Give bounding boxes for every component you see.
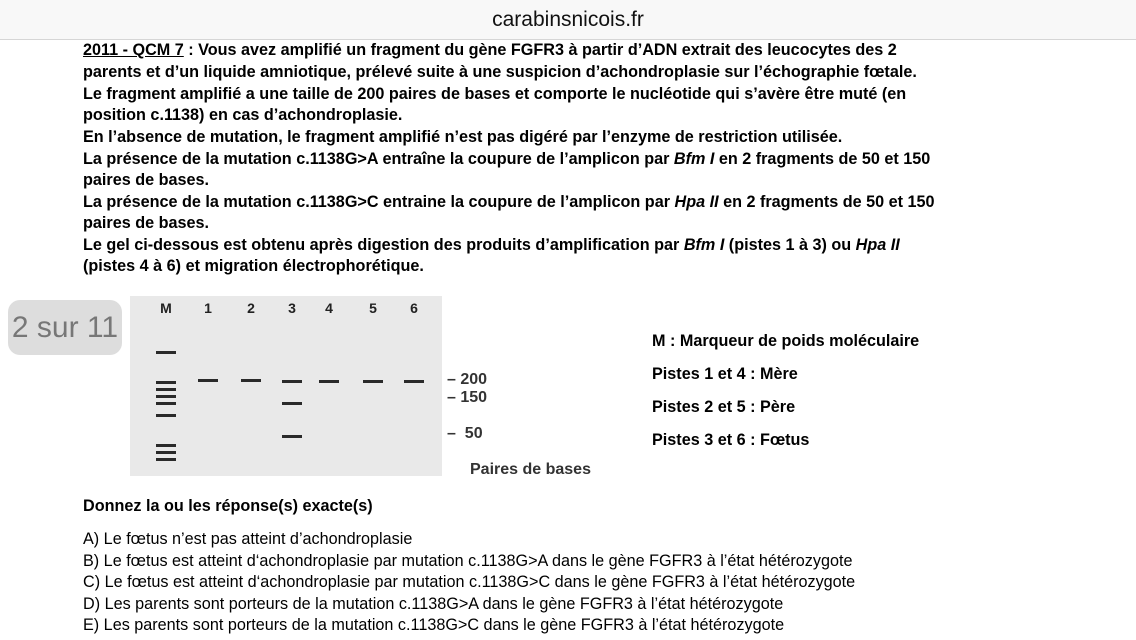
- text: en 2 fragments de 50 et 150: [714, 150, 931, 168]
- lane-label: 3: [288, 300, 296, 316]
- question-line: [83, 235, 900, 255]
- prompt: Donnez la ou les réponse(s) exacte(s): [83, 497, 373, 515]
- question-line: (pistes 4 à 6) et migration électrophorétique.: [83, 257, 424, 275]
- question-line: paires de bases.: [83, 214, 209, 232]
- lane-label: 5: [369, 300, 377, 316]
- question-line: [83, 40, 897, 60]
- marker-label: – 200: [447, 371, 488, 388]
- ladder-band: [156, 388, 176, 391]
- marker-label: – 150: [447, 389, 488, 406]
- ladder-band: [156, 451, 176, 454]
- question-line: [83, 192, 935, 212]
- marker-value: 200: [460, 371, 488, 388]
- enzyme: Bfm I: [683, 236, 725, 254]
- answer-c: C) Le fœtus est atteint d‘achondroplasie par mutation c.1138G>C dans le gène FGFR3 à l’état hétérozygote: [83, 573, 856, 591]
- lane-label: 4: [325, 300, 333, 316]
- question-line: [83, 149, 930, 169]
- ladder-band: [156, 444, 176, 447]
- band-200: [282, 380, 302, 383]
- answer-e: E) Les parents sont porteurs de la mutation c.1138G>C dans le gène FGFR3 à l’état hétérozygote: [83, 616, 785, 634]
- marker-value: 50: [464, 425, 483, 442]
- band-200: [319, 380, 339, 383]
- lane-label: 2: [247, 300, 255, 316]
- question-line: paires de bases.: [83, 171, 209, 189]
- text: (pistes 1 à 3) ou: [724, 236, 856, 254]
- marker-value: 150: [460, 389, 488, 406]
- text: Le gel ci-dessous est obtenu après digestion des produits d’amplification par: [83, 236, 684, 254]
- address-bar[interactable]: [0, 0, 1136, 40]
- enzyme: Hpa II: [674, 193, 719, 211]
- ladder-band: [156, 414, 176, 417]
- legend-item: Pistes 3 et 6 : Fœtus: [652, 431, 810, 449]
- question-line: parents et d’un liquide amniotique, prélevé suite à une suspicion d’achondroplasie sur l’échographie fœtale.: [83, 63, 917, 81]
- answer-a: A) Le fœtus n’est pas atteint d’achondroplasie: [83, 530, 413, 548]
- legend-item: Pistes 1 et 4 : Mère: [652, 365, 798, 383]
- lane-label: M: [160, 300, 172, 316]
- answer-b: B) Le fœtus est atteint d‘achondroplasie par mutation c.1138G>A dans le gène FGFR3 à l’état hétérozygote: [83, 552, 853, 570]
- question-line: En l’absence de mutation, le fragment amplifié n’est pas digéré par l’enzyme de restriction utilisée.: [83, 128, 843, 146]
- answer-d: D) Les parents sont porteurs de la mutation c.1138G>A dans le gène FGFR3 à l’état hétérozygote: [83, 595, 784, 613]
- text: La présence de la mutation c.1138G>C entraine la coupure de l’amplicon par: [83, 193, 675, 211]
- enzyme: Hpa II: [855, 236, 900, 254]
- text: : Vous avez amplifié un fragment du gène FGFR3 à partir d’ADN extrait des leucocytes des 2: [183, 41, 897, 59]
- legend-item: Pistes 2 et 5 : Père: [652, 398, 796, 416]
- url-text: carabinsnicois.fr: [492, 8, 644, 31]
- band-200: [404, 380, 424, 383]
- lane-label: 1: [204, 300, 212, 316]
- text: en 2 fragments de 50 et 150: [718, 193, 935, 211]
- ladder-band: [156, 458, 176, 461]
- band-200: [363, 380, 383, 383]
- band-200: [198, 379, 218, 382]
- question-line: Le fragment amplifié a une taille de 200 paires de bases et comporte le nucléotide qui s’avère être muté (en: [83, 85, 907, 103]
- text: La présence de la mutation c.1138G>A entraîne la coupure de l’amplicon par: [83, 150, 674, 168]
- band-150: [282, 402, 302, 405]
- question-title: 2011 - QCM 7: [83, 41, 184, 59]
- lane-label: 6: [410, 300, 418, 316]
- enzyme: Bfm I: [673, 150, 715, 168]
- marker-label: – 50: [447, 425, 483, 442]
- ladder-band: [156, 402, 176, 405]
- band-50: [282, 435, 302, 438]
- page-indicator: 2 sur 11: [8, 300, 122, 355]
- ladder-band: [156, 381, 176, 384]
- ladder-band: [156, 351, 176, 354]
- ladder-band: [156, 395, 176, 398]
- band-200: [241, 379, 261, 382]
- legend-item: M : Marqueur de poids moléculaire: [652, 332, 920, 350]
- question-line: position c.1138) en cas d’achondroplasie.: [83, 106, 403, 124]
- unit-label: Paires de bases: [470, 461, 591, 478]
- gel-image: [130, 296, 442, 476]
